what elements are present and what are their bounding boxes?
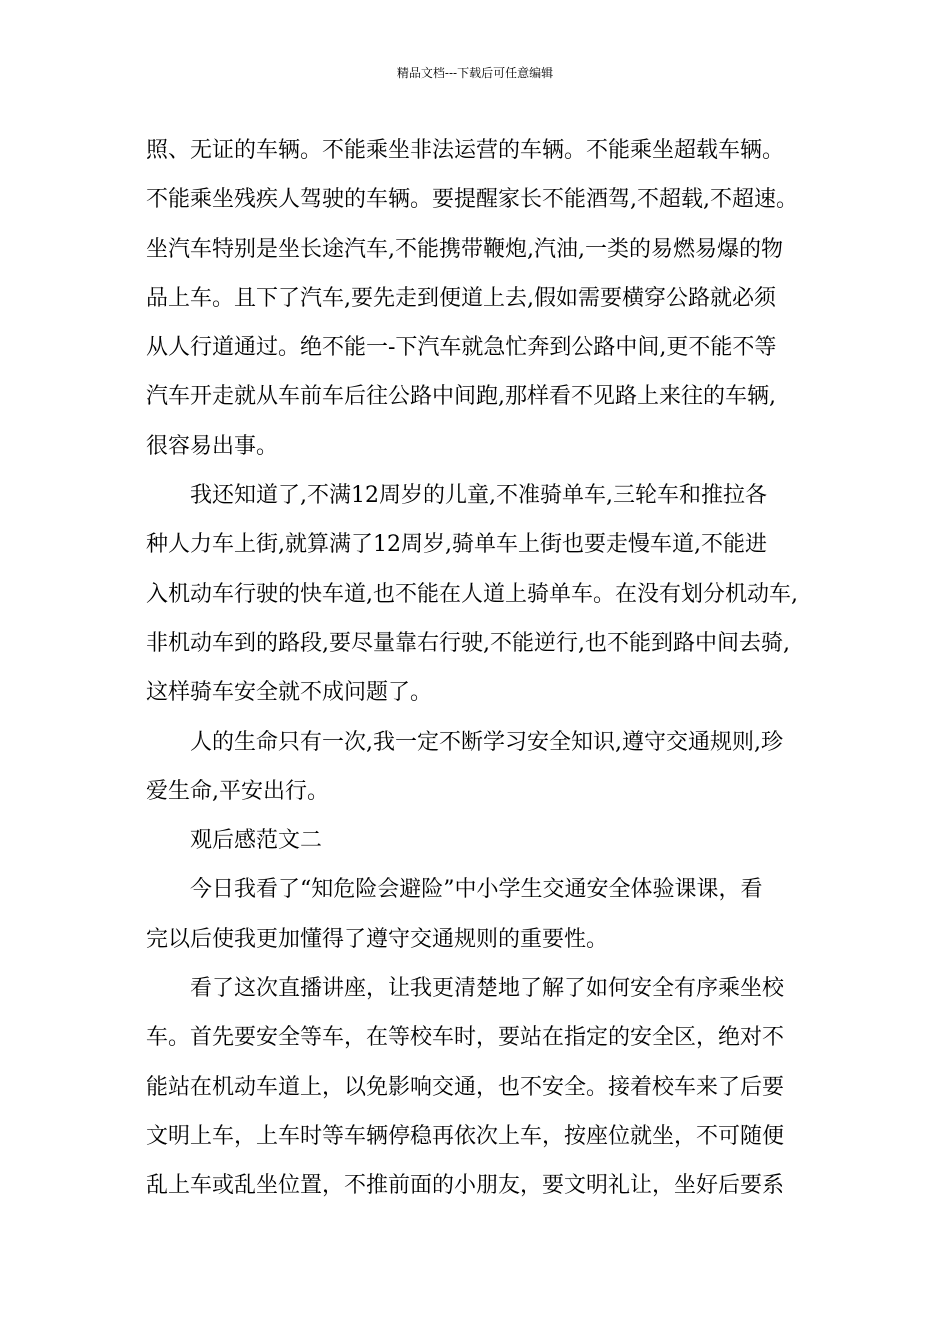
paragraph	[146, 126, 810, 471]
text-line: 文明上车，上车时等车辆停稳再依次上车，按座位就坐，不可随便	[146, 1123, 785, 1149]
paragraph	[146, 816, 810, 865]
text-line: 不能乘坐残疾人驾驶的车辆。要提醒家长不能酒驾,不超载,不超速。	[146, 187, 798, 213]
text-line: 从人行道通过。绝不能一-下汽车就急忙奔到公路中间,更不能不等	[146, 335, 777, 361]
text-line: 这样骑车安全就不成问题了。	[146, 680, 433, 706]
page-header: 精品文档---下载后可任意编辑	[396, 66, 554, 80]
text-line: 很容易出事。	[146, 433, 279, 459]
paragraph	[146, 718, 810, 817]
document-body	[146, 126, 810, 1211]
text-line: 完以后使我更加懂得了遵守交通规则的重要性。	[146, 926, 609, 952]
text-line: 照、无证的车辆。不能乘坐非法运营的车辆。不能乘坐超载车辆。	[146, 138, 785, 163]
text-line: 我还知道了,不满12周岁的儿童,不准骑单车,三轮车和推拉各	[190, 483, 767, 509]
text-line: 今日我看了“知危险会避险”中小学生交通安全体验课课，看	[190, 877, 763, 903]
text-line: 车。首先要安全等车，在等校车时，要站在指定的安全区，绝对不	[146, 1025, 785, 1051]
paragraph	[146, 471, 810, 717]
text-line: 品上车。且下了汽车,要先走到便道上去,假如需要横穿公路就必须	[146, 285, 776, 311]
text-line: 种人力车上街,就算满了12周岁,骑单车上街也要走慢车道,不能进	[146, 532, 767, 558]
text-line: 汽车开走就从车前车后往公路中间跑,那样看不见路上来往的车辆,	[146, 384, 776, 410]
text-line: 坐汽车特别是坐长途汽车,不能携带鞭炮,汽油,一类的易燃易爆的物	[146, 236, 783, 262]
text-line: 乱上车或乱坐位置，不推前面的小朋友，要文明礼让，坐好后要系	[146, 1173, 785, 1199]
paragraph	[146, 865, 810, 964]
text-line: 非机动车到的路段,要尽量靠右行驶,不能逆行,也不能到路中间去骑,	[146, 630, 790, 656]
paragraph	[146, 964, 810, 1210]
text-line: 看了这次直播讲座，让我更清楚地了解了如何安全有序乘坐校	[190, 976, 785, 1002]
text-line: 能站在机动车道上，以免影响交通，也不安全。接着校车来了后要	[146, 1074, 785, 1100]
text-line: 入机动车行驶的快车道,也不能在人道上骑单车。在没有划分机动车,	[146, 581, 798, 607]
text-line: 观后感范文二	[190, 828, 323, 854]
text-line: 爱生命,平安出行。	[146, 778, 329, 804]
text-line: 人的生命只有一次,我一定不断学习安全知识,遵守交通规则,珍	[190, 729, 783, 755]
